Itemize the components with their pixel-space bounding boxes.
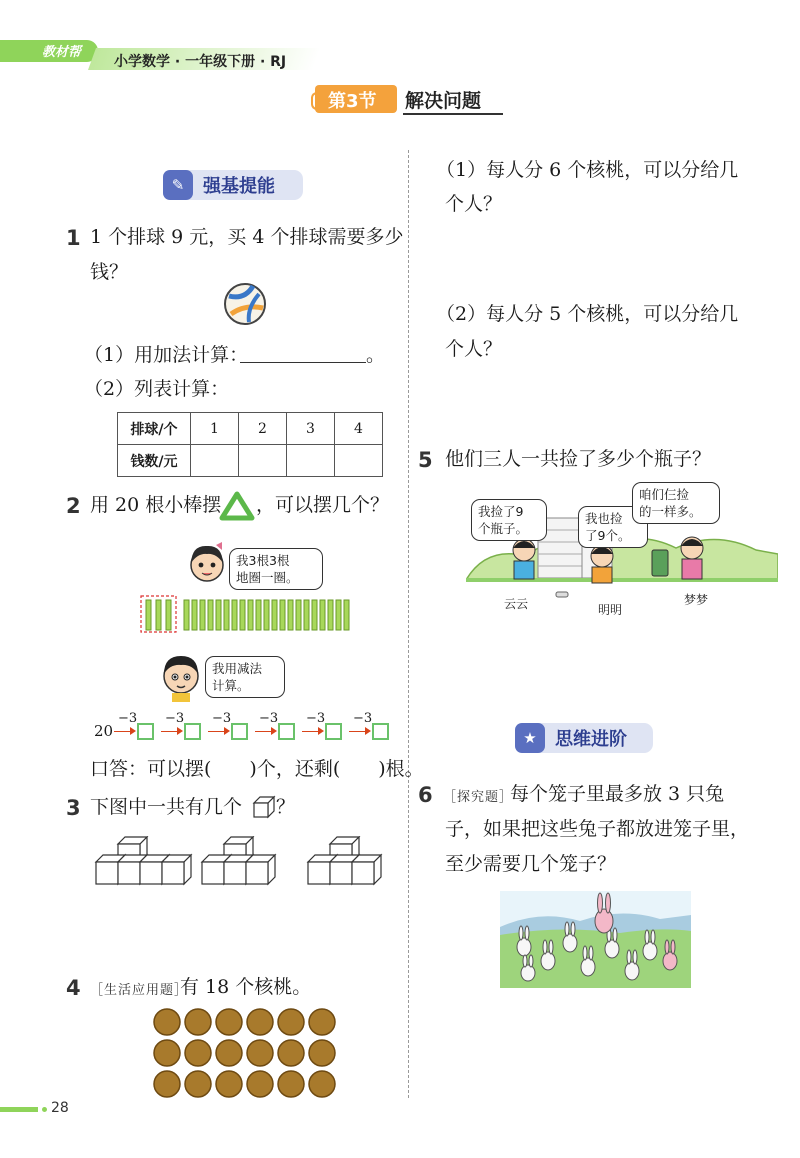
- q1-sub1-blank[interactable]: [240, 362, 366, 363]
- chain-arrow-head: [365, 727, 371, 735]
- header-band: [0, 40, 320, 72]
- q1-sub2: （2）列表计算：: [84, 378, 230, 400]
- chain-step-label: −3: [212, 711, 232, 726]
- q4-sub1-line2: 个人？: [445, 193, 503, 215]
- q1-text-line2: 钱？: [90, 261, 129, 283]
- bubble-yunyun: [471, 499, 547, 541]
- q4-tag: ［生活应用题］: [90, 983, 189, 998]
- q5-text: 他们三人一共捡了多少个瓶子？: [445, 448, 712, 470]
- section-underline: [403, 113, 503, 115]
- chain-step-label: −3: [306, 711, 326, 726]
- chain-start: 20: [94, 722, 114, 740]
- chain-answer-box[interactable]: [231, 723, 248, 740]
- girl-bubble-line1: 我3根3根: [236, 553, 290, 568]
- q1-text-line1: 1 个排球 9 元，买 4 个排球需要多少: [90, 226, 404, 248]
- volleyball-icon: [223, 282, 267, 326]
- name-mingming: 明明: [598, 603, 623, 617]
- q4-text: 有 18 个核桃。: [180, 976, 312, 998]
- chain-answer-box[interactable]: [372, 723, 389, 740]
- q3-text-after: ？: [276, 796, 296, 818]
- bubble-mengmeng-line1: 咱们仨捡: [639, 487, 690, 502]
- bubble-mingming-line2: 了9个。: [585, 528, 631, 543]
- subsection-advanced-label: 思维进阶: [555, 729, 627, 750]
- footer-bar: [0, 1107, 38, 1112]
- boy-bubble-line1: 我用减法: [212, 661, 263, 676]
- subsection-advanced: [515, 723, 653, 753]
- q3-number: 3: [66, 796, 81, 820]
- q2-text-after: ，可以摆几个？: [256, 494, 390, 516]
- table-row2-header: 钱数/元: [118, 445, 191, 477]
- q6-line1: 每个笼子里最多放 3 只兔: [510, 783, 725, 805]
- chain-answer-box[interactable]: [137, 723, 154, 740]
- q1-number: 1: [66, 226, 81, 250]
- chain-step-label: −3: [259, 711, 279, 726]
- chain-arrow-head: [271, 727, 277, 735]
- q2-text-before: 用 20 根小棒摆: [90, 494, 222, 516]
- table-col-3: 3: [287, 413, 335, 445]
- q6-tag: ［探究题］: [443, 790, 514, 805]
- chain-answer-box[interactable]: [278, 723, 295, 740]
- q6-number: 6: [418, 783, 433, 807]
- section-title: 解决问题: [405, 90, 482, 112]
- chain-arrow-head: [177, 727, 183, 735]
- q4-sub1-line1: （1）每人分 6 个核桃，可以分给几: [436, 159, 739, 181]
- chain-arrow-head: [224, 727, 230, 735]
- subtraction-chain: [94, 711, 404, 750]
- chain-arrow-head: [130, 727, 136, 735]
- q4-number: 4: [66, 976, 81, 1000]
- column-divider: [408, 150, 409, 1098]
- bubble-mengmeng: [632, 482, 720, 524]
- table-cell-answer[interactable]: [287, 445, 335, 477]
- rabbits-illustration: [500, 891, 691, 988]
- name-yunyun: 云云: [504, 597, 529, 611]
- table-cell-answer[interactable]: [335, 445, 383, 477]
- q1-sub1: （1）用加法计算：: [84, 344, 249, 366]
- q2-answer: 口答：可以摆( )个，还剩( )根。: [90, 758, 424, 780]
- table-col-1: 1: [191, 413, 239, 445]
- section-badge-notch: [311, 92, 323, 110]
- boy-speech-bubble: [205, 656, 285, 698]
- header-tab-label: 教材帮: [42, 45, 82, 60]
- boy-avatar: [160, 650, 202, 702]
- q6-line2: 子，如果把这些兔子都放进笼子里，: [445, 818, 750, 840]
- q5-number: 5: [418, 448, 433, 472]
- cube-stacks-figure: [94, 836, 394, 886]
- q1-sub1-end: 。: [366, 344, 386, 366]
- girl-bubble-line2: 地圈一圈。: [236, 570, 299, 585]
- page-number: 28: [51, 1100, 69, 1116]
- walnuts-grid: [152, 1007, 342, 1099]
- q4-sub2-line2: 个人？: [445, 338, 503, 360]
- bubble-yunyun-line1: 我捡了9: [478, 504, 524, 519]
- boy-bubble-line2: 计算。: [212, 678, 250, 693]
- footer-dot: [42, 1107, 47, 1112]
- table-col-2: 2: [239, 413, 287, 445]
- girl-speech-bubble: [229, 548, 323, 590]
- pencil-icon: ✎: [163, 170, 193, 200]
- subsection-basic-label: 强基提能: [203, 176, 275, 197]
- table-row1-header: 排球/个: [118, 413, 191, 445]
- chain-step-label: −3: [353, 711, 373, 726]
- q6-line3: 至少需要几个笼子？: [445, 853, 617, 875]
- q2-number: 2: [66, 494, 81, 518]
- q1-price-table: [117, 412, 383, 477]
- bubble-yunyun-line2: 个瓶子。: [478, 521, 529, 536]
- name-mengmeng: 梦梦: [684, 593, 709, 607]
- table-cell-answer[interactable]: [191, 445, 239, 477]
- bubble-mingming-line1: 我也捡: [585, 511, 623, 526]
- q3-text-before: 下图中一共有几个: [90, 796, 243, 818]
- chain-step-label: −3: [118, 711, 138, 726]
- q4-sub2-line1: （2）每人分 5 个核桃，可以分给几: [436, 303, 739, 325]
- sticks-row: [138, 594, 354, 636]
- section-number: 第3节: [328, 91, 377, 112]
- table-cell-answer[interactable]: [239, 445, 287, 477]
- subsection-basic: [163, 170, 303, 200]
- triangle-icon: [218, 490, 256, 522]
- table-col-4: 4: [335, 413, 383, 445]
- series-title: 小学数学 · 一年级下册 · RJ: [114, 54, 287, 70]
- chain-answer-box[interactable]: [325, 723, 342, 740]
- chain-answer-box[interactable]: [184, 723, 201, 740]
- chain-arrow-head: [318, 727, 324, 735]
- chain-step-label: −3: [165, 711, 185, 726]
- bubble-mengmeng-line2: 的一样多。: [639, 504, 702, 519]
- cube-icon: [252, 795, 276, 819]
- girl-avatar: [186, 541, 228, 589]
- medal-icon: ★: [515, 723, 545, 753]
